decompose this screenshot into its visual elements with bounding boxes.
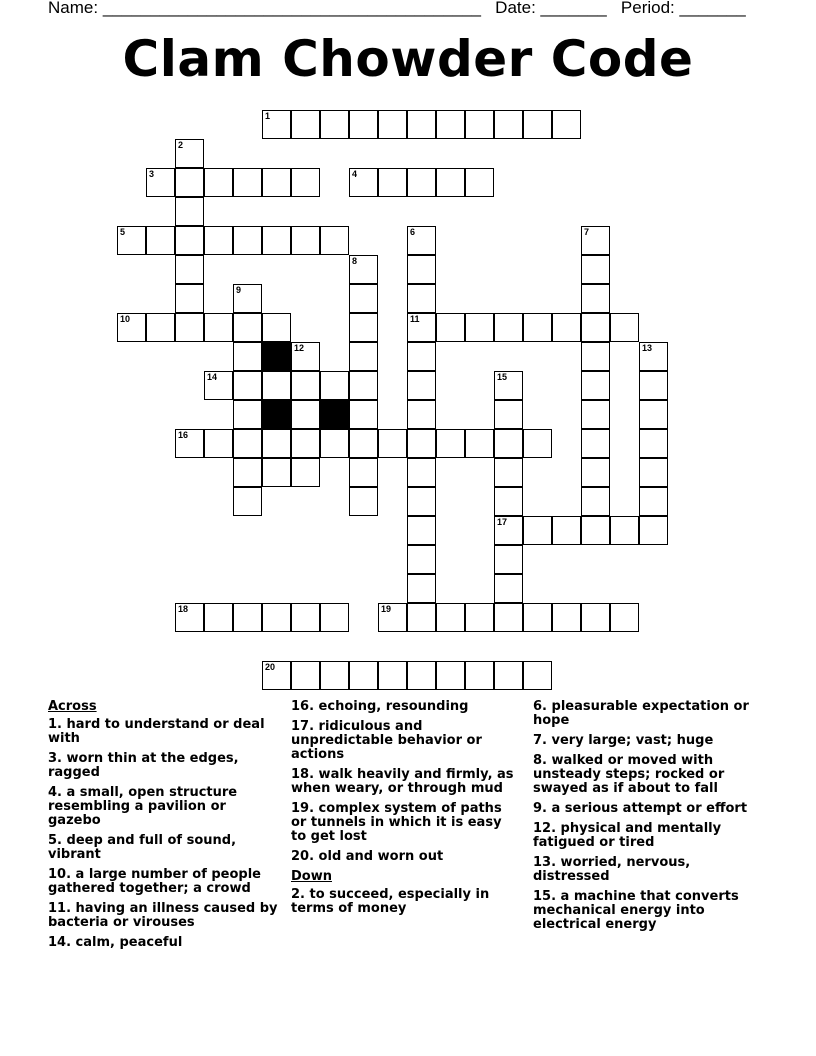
- grid-cell[interactable]: [349, 342, 378, 371]
- grid-cell[interactable]: [407, 313, 436, 342]
- grid-cell[interactable]: [639, 487, 668, 516]
- grid-cell[interactable]: [407, 516, 436, 545]
- clue-number: 9: [236, 285, 242, 295]
- grid-cell[interactable]: [436, 603, 465, 632]
- grid-cell[interactable]: [233, 342, 262, 371]
- grid-cell[interactable]: [610, 516, 639, 545]
- grid-cell[interactable]: [407, 545, 436, 574]
- grid-cell[interactable]: [407, 371, 436, 400]
- grid-cell[interactable]: [349, 661, 378, 690]
- clue-column-2: [291, 700, 521, 922]
- grid-cell[interactable]: [175, 284, 204, 313]
- grid-cell[interactable]: [349, 255, 378, 284]
- grid-cell[interactable]: [320, 661, 349, 690]
- grid-cell[interactable]: [349, 284, 378, 313]
- grid-cell[interactable]: [465, 313, 494, 342]
- grid-cell[interactable]: [262, 371, 291, 400]
- clue-number: 3: [149, 169, 155, 179]
- grid-cell[interactable]: [378, 110, 407, 139]
- grid-cell[interactable]: [175, 168, 204, 197]
- name-blank[interactable]: ________________________________________: [102, 0, 481, 17]
- down-clue: 7. very large; vast; huge: [533, 733, 714, 748]
- grid-cell[interactable]: [233, 400, 262, 429]
- grid-cell[interactable]: [639, 400, 668, 429]
- grid-cell[interactable]: [639, 429, 668, 458]
- across-clue-list-1: [48, 718, 278, 950]
- grid-cell[interactable]: [378, 661, 407, 690]
- grid-cell[interactable]: [523, 110, 552, 139]
- grid-cell[interactable]: [175, 197, 204, 226]
- grid-cell[interactable]: [262, 603, 291, 632]
- grid-cell[interactable]: [233, 458, 262, 487]
- grid-cell[interactable]: [146, 226, 175, 255]
- grid-cell[interactable]: [407, 110, 436, 139]
- grid-cell[interactable]: [465, 429, 494, 458]
- grid-cell[interactable]: [523, 313, 552, 342]
- grid-cell[interactable]: [291, 168, 320, 197]
- grid-cell[interactable]: [407, 661, 436, 690]
- grid-cell[interactable]: [494, 545, 523, 574]
- grid-cell[interactable]: [581, 226, 610, 255]
- grid-cell[interactable]: [494, 313, 523, 342]
- down-clue: 2. to succeed, especially in terms of money: [291, 887, 490, 916]
- grid-cell[interactable]: [581, 284, 610, 313]
- grid-cell[interactable]: [262, 168, 291, 197]
- black-cell: [262, 342, 291, 371]
- grid-cell[interactable]: [407, 226, 436, 255]
- grid-cell[interactable]: [233, 284, 262, 313]
- grid-cell[interactable]: [378, 168, 407, 197]
- grid-cell[interactable]: [494, 429, 523, 458]
- grid-cell[interactable]: [639, 516, 668, 545]
- grid-cell[interactable]: [204, 429, 233, 458]
- clue-number: 15: [497, 372, 508, 382]
- across-clue: 14. calm, peaceful: [48, 935, 183, 950]
- grid-cell[interactable]: [291, 342, 320, 371]
- down-clue-list-1: [291, 888, 521, 916]
- grid-cell[interactable]: [204, 226, 233, 255]
- grid-cell[interactable]: [233, 226, 262, 255]
- grid-cell[interactable]: [291, 371, 320, 400]
- grid-cell[interactable]: [262, 313, 291, 342]
- across-heading: Across: [48, 699, 97, 714]
- clue-column-1: [48, 700, 278, 956]
- grid-cell[interactable]: [320, 429, 349, 458]
- grid-cell[interactable]: [552, 313, 581, 342]
- grid-cell[interactable]: [407, 429, 436, 458]
- clue-number: 4: [352, 169, 358, 179]
- grid-cell[interactable]: [523, 603, 552, 632]
- grid-cell[interactable]: [146, 168, 175, 197]
- grid-cell[interactable]: [233, 168, 262, 197]
- grid-cell[interactable]: [581, 371, 610, 400]
- grid-cell[interactable]: [494, 400, 523, 429]
- grid-cell[interactable]: [581, 400, 610, 429]
- name-label: Name:: [48, 0, 99, 17]
- across-clue: 10. a large number of people gathered together; a crowd: [48, 867, 262, 896]
- grid-cell[interactable]: [262, 226, 291, 255]
- down-clue: 13. worried, nervous, distressed: [533, 855, 691, 884]
- grid-cell[interactable]: [494, 661, 523, 690]
- black-cell: [262, 400, 291, 429]
- clue-number: 6: [410, 227, 416, 237]
- grid-cell[interactable]: [581, 313, 610, 342]
- grid-cell[interactable]: [233, 313, 262, 342]
- grid-cell[interactable]: [581, 516, 610, 545]
- clue-number: 10: [120, 314, 131, 324]
- grid-cell[interactable]: [117, 313, 146, 342]
- across-clue: 11. having an illness caused by bacteria or virouses: [48, 901, 278, 930]
- grid-cell[interactable]: [146, 313, 175, 342]
- date-label: Date:: [495, 0, 536, 17]
- grid-cell[interactable]: [349, 458, 378, 487]
- across-clue: 3. worn thin at the edges, ragged: [48, 751, 239, 780]
- grid-cell[interactable]: [175, 603, 204, 632]
- down-clue: 8. walked or moved with unsteady steps; rocked or swayed as if about to fall: [533, 753, 725, 796]
- grid-cell[interactable]: [407, 342, 436, 371]
- period-blank[interactable]: _______: [679, 0, 746, 17]
- clue-number: 8: [352, 256, 358, 266]
- grid-cell[interactable]: [291, 226, 320, 255]
- grid-cell[interactable]: [407, 574, 436, 603]
- grid-cell[interactable]: [291, 661, 320, 690]
- grid-cell[interactable]: [175, 139, 204, 168]
- grid-cell[interactable]: [175, 429, 204, 458]
- grid-cell[interactable]: [349, 487, 378, 516]
- period-label: Period:: [620, 0, 675, 17]
- grid-cell[interactable]: [407, 284, 436, 313]
- grid-cell[interactable]: [117, 226, 146, 255]
- grid-cell[interactable]: [436, 313, 465, 342]
- grid-cell[interactable]: [436, 110, 465, 139]
- grid-cell[interactable]: [291, 110, 320, 139]
- grid-cell[interactable]: [436, 429, 465, 458]
- grid-cell[interactable]: [233, 487, 262, 516]
- clue-number: 5: [120, 227, 126, 237]
- down-clue: 6. pleasurable expectation or hope: [533, 699, 749, 728]
- grid-cell[interactable]: [465, 603, 494, 632]
- grid-cell[interactable]: [233, 371, 262, 400]
- grid-cell[interactable]: [494, 110, 523, 139]
- grid-cell[interactable]: [523, 516, 552, 545]
- grid-cell[interactable]: [175, 255, 204, 284]
- grid-cell[interactable]: [407, 603, 436, 632]
- grid-cell[interactable]: [204, 313, 233, 342]
- grid-cell[interactable]: [262, 661, 291, 690]
- clue-column-3: [533, 700, 763, 938]
- grid-cell[interactable]: [494, 574, 523, 603]
- grid-cell[interactable]: [610, 603, 639, 632]
- grid-cell[interactable]: [494, 487, 523, 516]
- grid-cell[interactable]: [610, 313, 639, 342]
- grid-cell[interactable]: [494, 516, 523, 545]
- down-clue: 15. a machine that converts mechanical energy into electrical energy: [533, 889, 739, 932]
- date-blank[interactable]: _______: [540, 0, 607, 17]
- grid-cell[interactable]: [639, 458, 668, 487]
- clue-number: 14: [207, 372, 218, 382]
- clue-number: 19: [381, 604, 392, 614]
- grid-cell[interactable]: [407, 487, 436, 516]
- clue-number: 17: [497, 517, 508, 527]
- clue-number: 1: [265, 111, 271, 121]
- clue-number: 12: [294, 343, 305, 353]
- grid-cell[interactable]: [523, 661, 552, 690]
- grid-cell[interactable]: [465, 168, 494, 197]
- down-clue: 9. a serious attempt or effort: [533, 801, 748, 816]
- grid-cell[interactable]: [494, 371, 523, 400]
- clue-number: 7: [584, 227, 590, 237]
- grid-cell[interactable]: [349, 371, 378, 400]
- grid-cell[interactable]: [233, 429, 262, 458]
- grid-cell[interactable]: [581, 342, 610, 371]
- grid-cell[interactable]: [407, 458, 436, 487]
- grid-cell[interactable]: [436, 661, 465, 690]
- across-clue: 4. a small, open structure resembling a pavilion or gazebo: [48, 785, 238, 828]
- grid-cell[interactable]: [639, 342, 668, 371]
- clue-number: 18: [178, 604, 189, 614]
- grid-cell[interactable]: [349, 313, 378, 342]
- across-clue-list-2: [291, 700, 521, 864]
- clue-number: 16: [178, 430, 189, 440]
- across-clue: 20. old and worn out: [291, 849, 444, 864]
- grid-cell[interactable]: [581, 603, 610, 632]
- grid-cell[interactable]: [465, 110, 494, 139]
- grid-cell[interactable]: [349, 400, 378, 429]
- grid-cell[interactable]: [465, 661, 494, 690]
- grid-cell[interactable]: [581, 429, 610, 458]
- grid-cell[interactable]: [552, 516, 581, 545]
- grid-cell[interactable]: [523, 429, 552, 458]
- grid-cell[interactable]: [262, 429, 291, 458]
- across-clue: 19. complex system of paths or tunnels in which it is easy to get lost: [291, 801, 502, 844]
- down-heading: Down: [291, 869, 332, 884]
- grid-cell[interactable]: [204, 603, 233, 632]
- across-clue: 17. ridiculous and unpredictable behavior or actions: [291, 719, 482, 762]
- grid-cell[interactable]: [639, 371, 668, 400]
- grid-cell[interactable]: [175, 313, 204, 342]
- grid-cell[interactable]: [581, 458, 610, 487]
- across-clue: 5. deep and full of sound, vibrant: [48, 833, 237, 862]
- grid-cell[interactable]: [494, 458, 523, 487]
- grid-cell[interactable]: [407, 400, 436, 429]
- grid-cell[interactable]: [552, 110, 581, 139]
- across-clue: 1. hard to understand or deal with: [48, 717, 265, 746]
- grid-cell[interactable]: [378, 429, 407, 458]
- grid-cell[interactable]: [262, 110, 291, 139]
- grid-cell[interactable]: [494, 603, 523, 632]
- black-cell: [320, 400, 349, 429]
- clue-number: 11: [410, 314, 420, 324]
- grid-cell[interactable]: [262, 458, 291, 487]
- grid-cell[interactable]: [320, 603, 349, 632]
- grid-cell[interactable]: [291, 400, 320, 429]
- grid-cell[interactable]: [320, 226, 349, 255]
- across-clue: 16. echoing, resounding: [291, 699, 469, 714]
- clue-number: 13: [642, 343, 653, 353]
- grid-cell[interactable]: [291, 458, 320, 487]
- page-title: Clam Chowder Code: [122, 30, 694, 88]
- across-clue: 18. walk heavily and firmly, as when weary, or through mud: [291, 767, 514, 796]
- clue-number: 2: [178, 140, 184, 150]
- grid-cell[interactable]: [175, 226, 204, 255]
- grid-cell[interactable]: [320, 371, 349, 400]
- grid-cell[interactable]: [407, 255, 436, 284]
- grid-cell[interactable]: [407, 168, 436, 197]
- grid-cell[interactable]: [291, 603, 320, 632]
- grid-cell[interactable]: [349, 429, 378, 458]
- grid-cell[interactable]: [233, 603, 262, 632]
- grid-cell[interactable]: [436, 168, 465, 197]
- grid-cell[interactable]: [378, 603, 407, 632]
- grid-cell[interactable]: [349, 168, 378, 197]
- grid-cell[interactable]: [291, 429, 320, 458]
- grid-cell[interactable]: [581, 255, 610, 284]
- grid-cell[interactable]: [204, 168, 233, 197]
- grid-cell[interactable]: [552, 603, 581, 632]
- grid-cell[interactable]: [204, 371, 233, 400]
- grid-cell[interactable]: [320, 110, 349, 139]
- clue-number: 20: [265, 662, 276, 672]
- down-clue-list-2: [533, 700, 763, 932]
- grid-cell[interactable]: [349, 110, 378, 139]
- grid-cell[interactable]: [581, 487, 610, 516]
- down-clue: 12. physical and mentally fatigued or tired: [533, 821, 722, 850]
